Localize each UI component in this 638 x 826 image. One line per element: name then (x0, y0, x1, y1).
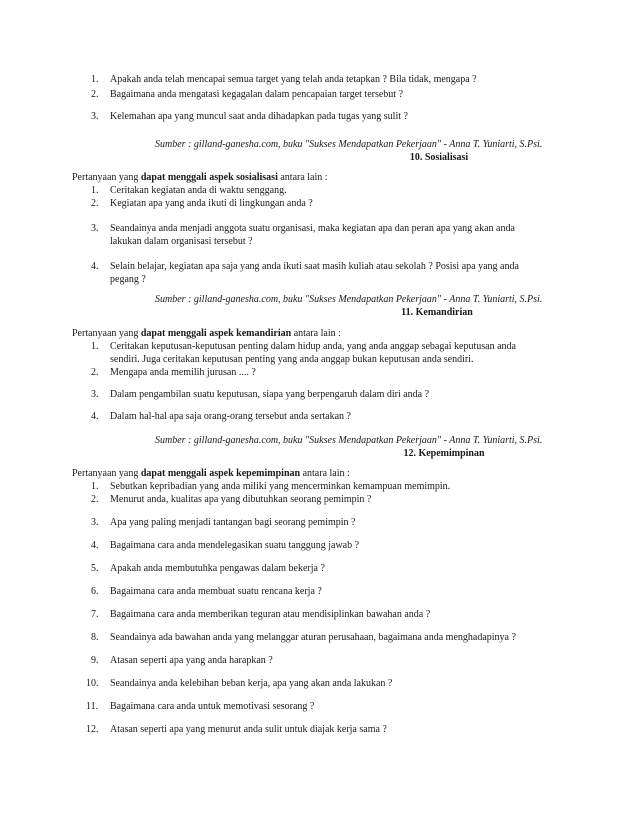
item-number: 3. (91, 111, 99, 122)
list-item: 3. Apa yang paling menjadi tantangan bagi seorang pemimpin ? (91, 517, 356, 528)
question-list (0, 481, 638, 737)
section-intro: Pertanyaan yang dapat menggali aspek kepemimpinan antara lain : (72, 468, 350, 479)
list-item-continuation: pegang ? (110, 274, 146, 285)
list-item (0, 89, 638, 111)
section-heading: 10. Sosialisasi (409, 152, 469, 163)
list-item: 3. Seandainya anda menjadi anggota suatu organisasi, maka kegiatan apa dan peran apa yang akan anda (91, 223, 515, 234)
question-list (0, 185, 638, 287)
list-item: 4. Bagaimana cara anda mendelegasikan suatu tanggung jawab ? (91, 540, 360, 551)
source-citation: Sumber : gilland-ganesha.com, buku "Sukses Mendapatkan Pekerjaan" - Anna T. Yuniarti, S.Psi. (155, 139, 543, 150)
question-list (0, 341, 638, 424)
section-heading: 11. Kemandirian (401, 307, 473, 318)
list-item: 6. Bagaimana cara anda membuat suatu rencana kerja ? (91, 586, 322, 597)
source-citation: Sumber : gilland-ganesha.com, buku "Sukses Mendapatkan Pekerjaan" - Anna T. Yuniarti, S.Psi. (155, 435, 543, 446)
list-item: 8. Seandainya ada bawahan anda yang melanggar aturan perusahaan, bagaimana anda menghadapinya ? (91, 632, 516, 643)
list-item: 9. Atasan seperti apa yang anda harapkan ? (91, 655, 273, 666)
list-item: 4. Dalam hal-hal apa saja orang-orang tersebut anda sertakan ? (91, 411, 351, 422)
list-item: 1. Ceritakan kegiatan anda di waktu senggang. (91, 185, 287, 196)
item-text: Apakah anda telah mencapai semua target yang telah anda tetapkan ? Bila tidak, mengapa ? (110, 74, 477, 85)
list-item: 2. Kegiatan apa yang anda ikuti di lingkungan anda ? (91, 198, 313, 209)
section-intro: Pertanyaan yang dapat menggali aspek kemandirian antara lain : (72, 328, 341, 339)
list-item: 1. Sebutkan kepribadian yang anda miliki yang mencerminkan kemampuan memimpin. (91, 481, 451, 492)
list-item-continuation: sendiri. Juga ceritakan keputusan penting yang anda anggap bukan keputusan anda sendiri. (110, 354, 474, 365)
list-item: 1. Ceritakan keputusan-keputusan penting dalam hidup anda, yang anda anggap sebagai keputusan anda (91, 341, 516, 352)
list-item-continuation: lakukan dalam organisasi tersebut ? (110, 236, 253, 247)
section-intro: Pertanyaan yang dapat menggali aspek sosialisasi antara lain : (72, 172, 328, 183)
item-number: 2. (91, 89, 99, 100)
list-item: 10. Seandainya anda kelebihan beban kerja, apa yang akan anda lakukan ? (86, 678, 393, 689)
source-citation: Sumber : gilland-ganesha.com, buku "Sukses Mendapatkan Pekerjaan" - Anna T. Yuniarti, S.Psi. (155, 294, 543, 305)
list-item: 11. Bagaimana cara anda untuk memotivasi sesorang ? (86, 701, 315, 712)
list-item (0, 74, 638, 89)
list-item: 2. Menurut anda, kualitas apa yang dibutuhkan seorang pemimpin ? (91, 494, 372, 505)
list-item: 2. Mengapa anda memilih jurusan .... ? (91, 367, 256, 378)
question-list (0, 74, 638, 126)
item-number: 1. (91, 74, 99, 85)
list-item: 7. Bagaimana cara anda memberikan teguran atau mendisiplinkan bawahan anda ? (91, 609, 431, 620)
item-text: Kelemahan apa yang muncul saat anda dihadapkan pada tugas yang sulit ? (110, 111, 408, 122)
list-item: 3. Dalam pengambilan suatu keputusan, siapa yang berpengaruh dalam diri anda ? (91, 389, 430, 400)
list-item: 5. Apakah anda membutuhka pengawas dalam bekerja ? (91, 563, 325, 574)
list-item (0, 111, 638, 126)
list-item: 12. Atasan seperti apa yang menurut anda sulit untuk diajak kerja sama ? (86, 724, 387, 735)
section-heading: 12. Kepemimpinan (403, 448, 485, 459)
list-item: 4. Selain belajar, kegiatan apa saja yang anda ikuti saat masih kuliah atau sekolah ? Posisi apa yang anda (91, 261, 519, 272)
item-text: Bagaimana anda mengatasi kegagalan dalam pencapaian target tersebut ? (110, 89, 404, 100)
